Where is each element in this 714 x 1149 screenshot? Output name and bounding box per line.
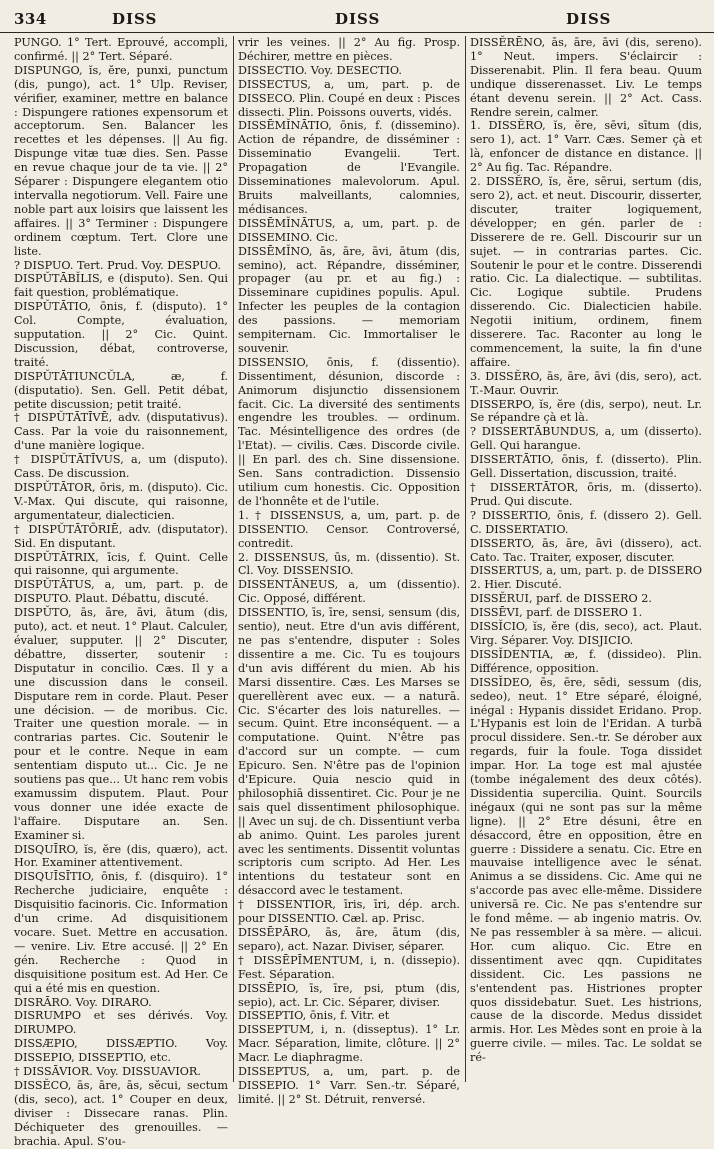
- dictionary-entry: DISSĬDENTIA, æ, f. (dissideo). Plin. Différence, opposition.: [470, 647, 702, 675]
- dictionary-entry: DISSENTIO, īs, īre, sensi, sensum (dis, sentio), neut. Etre d'un avis différent, ne pas s'entendre, disputer : Soles dissentire a me. Cic. Tu es toujours d'un avis différent du mien. Ab his Marsi dissentire. Cæs. Les Marses se querellèrent avec eux. — a naturā. Cic. S'écarter des lois naturelles. — secum. Quint. Etre inconséquent. — a computatione. Quint. N'être pas d'accord sur un compte. — cum Epicuro. Sen. N'être pas de l'opinion d'Epicure. Quia nescio quid in philosophiā dissentiret. Cic. Pour je ne sais quel dissentiment philosophique. || Avec un suj. de ch. Dissentiunt verba ab animo. Quint. Les paroles jurent avec les sentiments. Dissentit voluntas scriptoris cum scripto. Ad Her. Les intentions du testateur sont en désaccord avec le testament.: [238, 606, 460, 898]
- dictionary-entry: 2. DISSĔRO, ĭs, ĕre, sērui, sertum (dis, sero 2), act. et neut. Discourir, disserter, discuter, traiter logiquement, développer; en gén. parler de : Disserere de re. Gell. Discourir sur un sujet. — in contrarias partes. Cic. Soutenir le pour et le contre. Disserendi ratio. Cic. La dialectique. — subtilitas. Cic. Logique subtile. Prudens disserendo. Cic. Dialecticien habile. Negotii initium, ordinem, finem disserere. Tac. Raconter au long le commencement, la suite, la fin d'une affaire.: [470, 175, 702, 369]
- dictionary-entry: DISSĔRUI, parf. de DISSERO 2.: [470, 592, 652, 606]
- dictionary-entry: † DISSENTIOR, īris, īri, dép. arch. pour DISSENTIO. Cæl. ap. Prisc.: [238, 898, 460, 926]
- dictionary-entry: DISSĒMĬNĀTIO, ōnis, f. (dissemino). Action de répandre, de disséminer : Disseminatio Evangelii. Tert. Propagation de l'Evangile. Disseminationes malevolorum. Apul. Bruits malveillants, calomnies, médisances.: [238, 119, 460, 216]
- dictionary-entry: DISSERTĀTIO, ōnis, f. (disserto). Plin. Gell. Dissertation, discussion, traité.: [470, 453, 702, 481]
- dictionary-entry: DISQUĪRO, ĭs, ĕre (dis, quæro), act. Hor. Examiner attentivement.: [14, 842, 228, 870]
- dictionary-entry: DISSĒVI, parf. de DISSERO 1.: [470, 606, 643, 620]
- dictionary-entry: DISSÆPIO, DISSÆPTIO. Voy. DISSEPIO, DISSEPTIO, etc.: [14, 1037, 228, 1065]
- dictionary-entry: DISPŬTĀTUS, a, um, part. p. de DISPUTO. Plaut. Débattu, discuté.: [14, 578, 228, 606]
- dictionary-entry: 1. † DISSENSUS, a, um, part. p. de DISSENTIO. Censor. Controversé, contredit.: [238, 508, 460, 550]
- dictionary-entry: † DISSĀVIOR. Voy. DISSUAVIOR.: [14, 1065, 201, 1079]
- dictionary-entry: DISPŬTĀTOR, ōris, m. (disputo). Cic. V.-Max. Qui discute, qui raisonne, argumentateur, dialecticien.: [14, 481, 228, 522]
- dictionary-entry: 2. DISSENSUS, ūs, m. (dissentio). St. Cl. Voy. DISSENSIO.: [238, 550, 460, 578]
- column-3: [470, 36, 702, 1082]
- running-head-right: DISS: [566, 10, 612, 28]
- page-header: [0, 4, 714, 33]
- dictionary-entry: DISSEPTIO, ōnis, f. Vitr. et: [238, 1009, 390, 1023]
- dictionary-entry: DISPUNGO, ĭs, ĕre, punxi, punctum (dis, pungo), act. 1° Ulp. Reviser, vérifier, examiner, mettre en balance : Dispungere rationes expensorum et acceptorum. Sen. Balancer les recettes et les dépenses. || Au fig. Dispunge vitæ tuæ dies. Sen. Passe en revue chaque jour de ta vie. || 2° Séparer : Dispungere elegantem otio intervalla negotiorum. Vell. Faire une noble part aux loisirs que laissent les affaires. || 3° Terminer : Dispungere ordinem cœptum. Tert. Clore une liste.: [14, 63, 228, 258]
- dictionary-entry: DISSERTO, ās, āre, āvi (dissero), act. Cato. Tac. Traiter, exposer, discuter.: [470, 536, 702, 564]
- column-1: [14, 36, 228, 1148]
- dictionary-entry: ? DISPUO. Tert. Prud. Voy. DESPUO.: [14, 258, 221, 272]
- dictionary-entry: † DISPŬTĀTĪVĒ, adv. (disputativus). Cass. Par la voie du raisonnement, d'une manière logique.: [14, 411, 228, 453]
- running-head-center: DISS: [335, 10, 381, 28]
- column-divider: [233, 36, 234, 1082]
- dictionary-entry: DISPŬTO, ās, āre, āvi, ātum (dis, puto), act. et neut. 1° Plaut. Calculer, évaluer, supputer. || 2° Discuter, débattre, disserter, soutenir : Disputatur in concilio. Cæs. Il y a une discussion dans le conseil. Disputare rem in corde. Plaut. Peser une décision. — de moribus. Cic. Traiter une question morale. — in contrarias partes. Cic. Soutenir le pour et le contre. Neque in eam sententiam disputo ut... Cic. Je ne soutiens pas que... Ut hanc rem vobis examussim disputem. Plaut. Pour vous donner une idée exacte de l'affaire. Disputare an. Sen. Examiner si.: [14, 606, 228, 842]
- dictionary-entry: DISSECTIO. Voy. DESECTIO.: [238, 63, 402, 77]
- dictionary-entry: vrir les veines. || 2° Au fig. Prosp. Déchirer, mettre en pièces.: [238, 36, 460, 63]
- dictionary-entry: DISSĬDEO, ēs, ēre, sēdi, sessum (dis, sedeo), neut. 1° Etre séparé, éloigné, inégal : Hypanis dissidet Eridano. Prop. L'Hypanis est loin de l'Eridan. A turbā procul dissidere. Sen.-tr. Se dérober aux regards, fuir la foule. Toga dissidet impar. Hor. La toge est mal ajustée (tombe inégalement des deux côtés). Dissidentia supercilia. Quint. Sourcils inégaux (qui ne sont pas sur la même ligne). || 2° Etre désuni, être en désaccord, être en opposition, être en guerre : Dissidere a senatu. Cic. Etre en mauvaise intelligence avec le sénat. Animus a se dissidens. Cic. Ame qui ne s'accorde pas avec elle-même. Dissidere universā re. Cic. Ne pas s'entendre sur le fond même. — ab ingenio matris. Ov. Ne pas ressembler à sa mère. — alicui. Hor. cum aliquo. Cic. Etre en dissentiment avec qqn. Cupiditates dissident. Cic. Les passions ne s'entendent pas. Histriones propter quos dissidebatur. Suet. Les histrions, cause de la discorde. Medus dissidet armis. Hor. Les Mèdes sont en proie à la guerre civile. — miles. Tac. Le soldat se ré-: [470, 675, 702, 1065]
- dictionary-entry: DISSĒPIO, īs, īre, psi, ptum (dis, sepio), act. Lr. Cic. Séparer, diviser.: [238, 981, 460, 1009]
- running-head-left: DISS: [112, 10, 158, 28]
- dictionary-entry: DISSĒMĬNO, ās, āre, āvi, ātum (dis, semino), act. Répandre, disséminer, propager (au pr. et au fig.) : Disseminare cupidines populis. Apul. Infecter les peuples de la contagion des passions. — memoriam sempiternam. Cic. Immortaliser le souvenir.: [238, 244, 460, 355]
- dictionary-entry: DISPŬTĀTRIX, īcis, f. Quint. Celle qui raisonne, qui argumente.: [14, 550, 228, 578]
- page-number: 334: [14, 10, 47, 28]
- dictionary-entry: DISPŬTĀBĬLIS, e (disputo). Sen. Qui fait question, problématique.: [14, 272, 228, 300]
- dictionary-entry: DISSĔRĒNO, ās, āre, āvi (dis, sereno). 1° Neut. impers. S'éclaircir : Disserenabit. Plin. Il fera beau. Quum undique disserenasset. Liv. Le temps étant devenu serein. || 2° Act. Cass. Rendre serein, calmer.: [470, 36, 702, 119]
- dictionary-entry: DISSECTUS, a, um, part. p. de DISSECO. Plin. Coupé en deux : Pisces dissecti. Plin. Poissons ouverts, vidés.: [238, 77, 460, 119]
- dictionary-entry: DISSEPTUM, i, n. (disseptus). 1° Lr. Macr. Séparation, limite, clôture. || 2° Macr. Le diaphragme.: [238, 1023, 460, 1065]
- dictionary-entry: † DISPŬTĀTŌRIĒ, adv. (disputator). Sid. En disputant.: [14, 522, 228, 550]
- dictionary-entry: DISPŬTĀTIUNCŬLA, æ, f. (disputatio). Sen. Gell. Petit débat, petite discussion; petit traité.: [14, 369, 228, 411]
- dictionary-entry: ? DISSERTĀBUNDUS, a, um (disserto). Gell. Qui harangue.: [470, 425, 702, 453]
- dictionary-entry: DISQUĪSĪTIO, ōnis, f. (disquiro). 1° Recherche judiciaire, enquête : Disquisitio facinoris. Cic. Information d'un crime. Ad disquisitionem vocare. Suet. Mettre en accusation. — venire. Liv. Etre accusé. || 2° En gén. Recherche : Quod in disquisitione positum est. Ad Her. Ce qui a été mis en question.: [14, 870, 228, 995]
- dictionary-entry: 1. DISSĔRO, ĭs, ĕre, sēvi, sītum (dis, sero 1), act. 1° Varr. Cæs. Semer çà et là, enfoncer de distance en distance. || 2° Au fig. Tac. Répandre.: [470, 119, 702, 175]
- dictionary-entry: † DISPŬTĀTĪVUS, a, um (disputo). Cass. De discussion.: [14, 453, 228, 481]
- column-2: [238, 36, 460, 1106]
- dictionary-entry: † DISSERTĀTOR, ōris, m. (disserto). Prud. Qui discute.: [470, 481, 702, 508]
- dictionary-entry: ? DISSERTIO, ōnis, f. (dissero 2). Gell. C. DISSERTATIO.: [470, 508, 702, 536]
- dictionary-entry: DISRĀRO. Voy. DIRARO.: [14, 995, 152, 1009]
- dictionary-entry: DISSERPO, ĭs, ĕre (dis, serpo), neut. Lr. Se répandre çà et là.: [470, 397, 702, 425]
- dictionary-entry: DISRUMPO et ses dérivés. Voy. DIRUMPO.: [14, 1009, 228, 1037]
- dictionary-entry: DISSERTUS, a, um, part. p. de DISSERO 2. Hier. Discuté.: [470, 564, 702, 592]
- dictionary-entry: † DISSĒPĪMENTUM, i, n. (dissepio). Fest. Séparation.: [238, 953, 460, 981]
- dictionary-entry: DISSĔCO, ās, āre, ās, sĕcui, sectum (dis, seco), act. 1° Couper en deux, diviser : Dissecare ranas. Plin. Déchiqueter des grenouilles. — brachia. Apul. S'ou-: [14, 1078, 228, 1148]
- dictionary-entry: DISSENSIO, ōnis, f. (dissentio). Dissentiment, désunion, discorde : Animorum disjunctio dissensionem facit. Cic. La diversité des sentiments engendre les troubles. — ordinum. Tac. Mésintelligence des ordres (de l'Etat). — civilis. Cæs. Discorde civile. || En parl. des ch. Sine dissensione. Sen. Sans contradiction. Dissensio utilium cum honestis. Cic. Opposition de l'honnête et de l'utile.: [238, 355, 460, 508]
- dictionary-entry: PUNGO. 1° Tert. Eprouvé, accompli, confirmé. || 2° Tert. Séparé.: [14, 36, 228, 63]
- dictionary-entry: DISSENTĀNEUS, a, um (dissentio). Cic. Opposé, différent.: [238, 578, 460, 606]
- dictionary-entry: DISSĒPĀRO, ās, āre, ātum (dis, separo), act. Nazar. Diviser, séparer.: [238, 926, 460, 953]
- dictionary-entry: DISPŬTĀTIO, ōnis, f. (disputo). 1° Col. Compte, évaluation, supputation. || 2° Cic. Quint. Discussion, débat, controverse, traité.: [14, 300, 228, 369]
- dictionary-entry: 3. DISSĔRO, ās, āre, āvi (dis, sero), act. T.-Maur. Ouvrir.: [470, 369, 702, 397]
- column-divider: [465, 36, 466, 1082]
- dictionary-entry: DISSĬCIO, ĭs, ĕre (dis, seco), act. Plaut. Virg. Séparer. Voy. DISJICIO.: [470, 620, 702, 647]
- dictionary-entry: DISSĒMĬNĀTUS, a, um, part. p. de DISSEMINO. Cic.: [238, 216, 460, 244]
- dictionary-entry: DISSEPTUS, a, um, part. p. de DISSEPIO. 1° Varr. Sen.-tr. Séparé, limité. || 2° St. Détruit, renversé.: [238, 1065, 460, 1106]
